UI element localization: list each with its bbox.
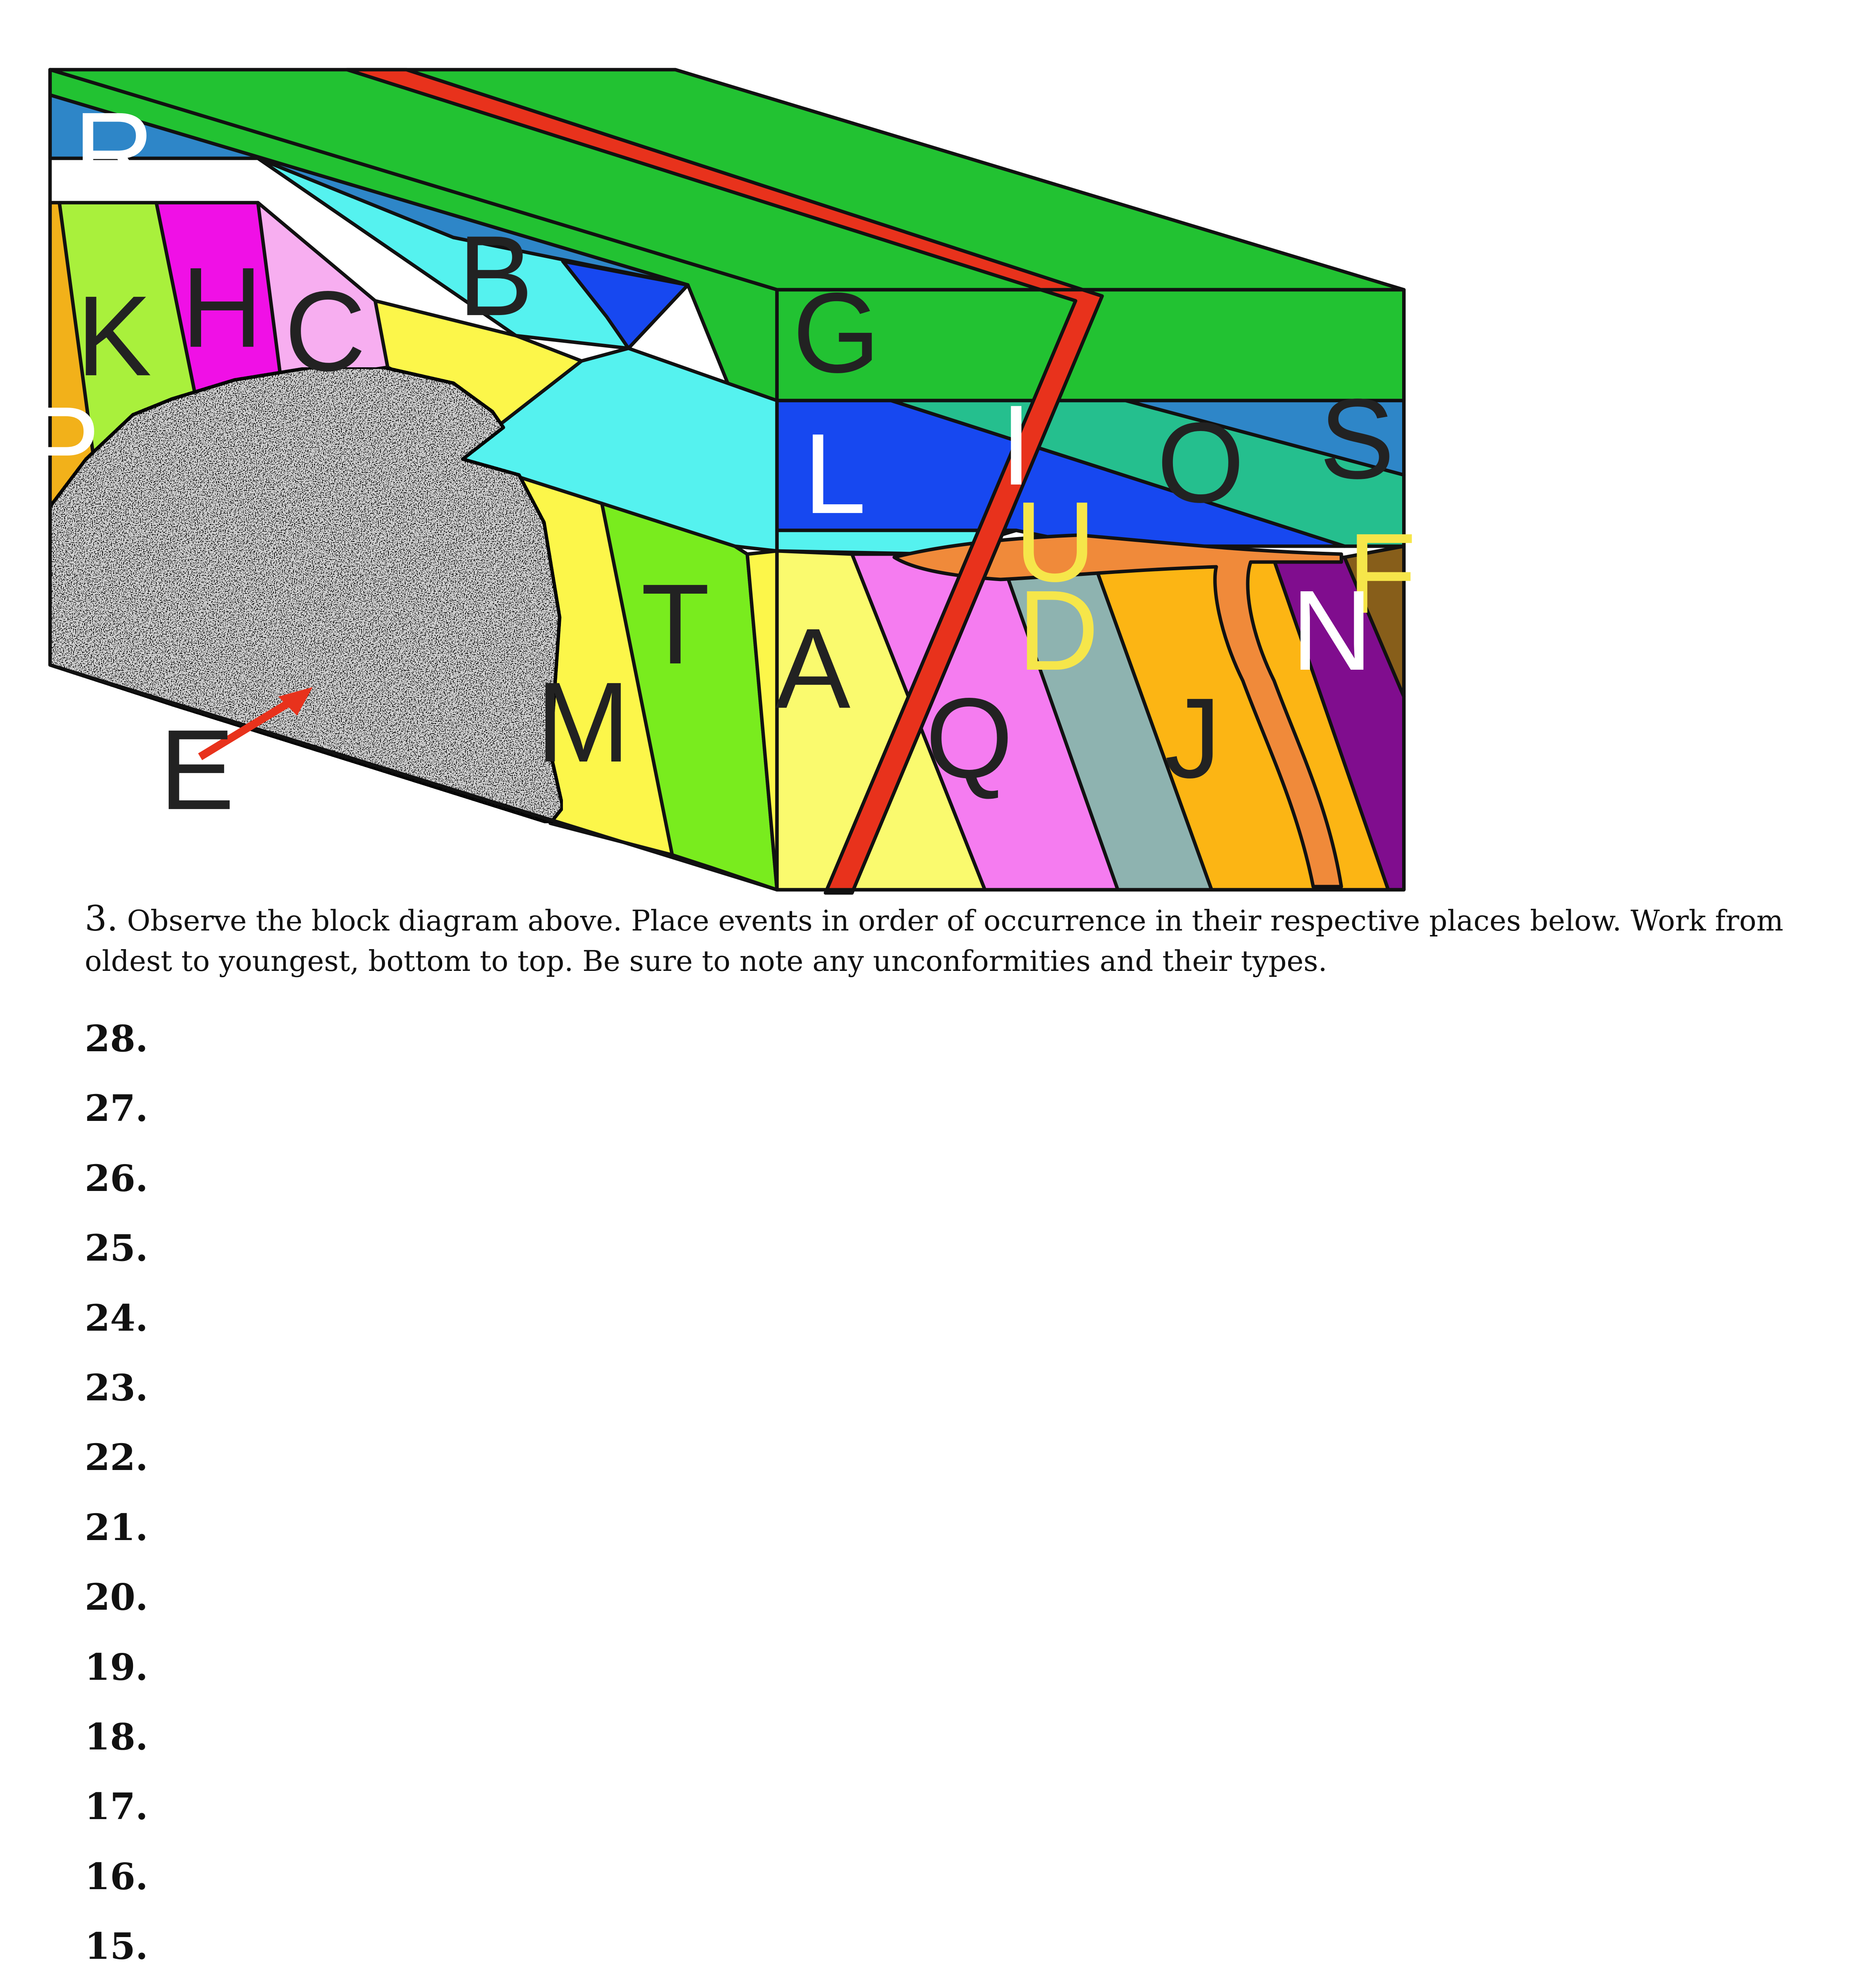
- question-text: Observe the block diagram above. Place events in order of occurrence in their respective places below. Work from oldest to youngest, bottom to top. Be sure to note any unconformities and their types.: [85, 904, 1783, 978]
- answer-number: 18.: [85, 1715, 148, 1758]
- answer-number: 25.: [85, 1227, 148, 1270]
- label-R: R: [73, 88, 155, 216]
- answer-blank[interactable]: [188, 1925, 1692, 1964]
- answer-blank[interactable]: [188, 1576, 1692, 1615]
- label-C: C: [284, 267, 366, 395]
- answer-number: 27.: [85, 1087, 148, 1130]
- answer-number: 28.: [85, 1017, 148, 1060]
- answer-number: 16.: [85, 1855, 148, 1898]
- answer-number: 24.: [85, 1296, 148, 1339]
- answer-blank[interactable]: [188, 1017, 1692, 1057]
- answer-line: [85, 1576, 1692, 1645]
- answer-blank[interactable]: [188, 1506, 1692, 1546]
- answer-line: [85, 1715, 1692, 1785]
- answer-blank[interactable]: [188, 1646, 1692, 1685]
- answer-blank[interactable]: [188, 1157, 1692, 1197]
- label-K: K: [76, 272, 152, 400]
- label-M: M: [536, 658, 630, 786]
- answer-number: 21.: [85, 1506, 148, 1549]
- label-O: O: [1157, 399, 1245, 526]
- answer-line: [85, 1506, 1692, 1576]
- label-T: T: [641, 560, 710, 688]
- label-S: S: [1319, 375, 1395, 503]
- label-F: F: [1348, 509, 1416, 637]
- label-E: E: [159, 706, 235, 834]
- label-B: B: [458, 212, 533, 340]
- label-I: I: [1000, 381, 1032, 509]
- answer-line: [85, 1646, 1692, 1715]
- answer-number: 15.: [85, 1925, 148, 1968]
- intrusion-granite: [50, 367, 563, 823]
- answer-number: 22.: [85, 1436, 148, 1479]
- answer-blank[interactable]: [188, 1436, 1692, 1476]
- label-D: D: [1017, 566, 1099, 694]
- question-prompt: [85, 898, 1799, 981]
- answer-line: [85, 1925, 1692, 1979]
- answer-number: 17.: [85, 1785, 148, 1828]
- answer-number: 23.: [85, 1366, 148, 1409]
- label-L: L: [803, 410, 866, 537]
- label-Q: Q: [925, 674, 1013, 802]
- answer-line: [85, 1436, 1692, 1506]
- answer-blank[interactable]: [188, 1087, 1692, 1126]
- answer-number: 20.: [85, 1576, 148, 1619]
- answer-number: 19.: [85, 1645, 148, 1688]
- answer-line: [85, 1087, 1692, 1157]
- answer-list: [85, 1017, 1692, 1979]
- answer-blank[interactable]: [188, 1855, 1692, 1895]
- answer-line: [85, 1785, 1692, 1855]
- label-P: P: [25, 383, 100, 511]
- answer-line: [85, 1297, 1692, 1366]
- label-H: H: [181, 243, 263, 371]
- answer-blank[interactable]: [188, 1297, 1692, 1336]
- label-N: N: [1291, 566, 1373, 694]
- answer-line: [85, 1227, 1692, 1296]
- block-diagram: [0, 0, 1876, 910]
- label-G: G: [793, 269, 880, 397]
- label-A: A: [775, 604, 851, 732]
- answer-line: [85, 1855, 1692, 1925]
- answer-line: [85, 1017, 1692, 1087]
- answer-line: [85, 1366, 1692, 1436]
- answer-blank[interactable]: [188, 1785, 1692, 1825]
- label-U: U: [1015, 478, 1096, 606]
- answer-line: [85, 1157, 1692, 1227]
- question-number: 3.: [85, 898, 118, 939]
- answer-blank[interactable]: [188, 1366, 1692, 1406]
- label-J: J: [1165, 674, 1221, 802]
- answer-blank[interactable]: [188, 1715, 1692, 1755]
- answer-blank[interactable]: [188, 1227, 1692, 1266]
- answer-number: 26.: [85, 1157, 148, 1200]
